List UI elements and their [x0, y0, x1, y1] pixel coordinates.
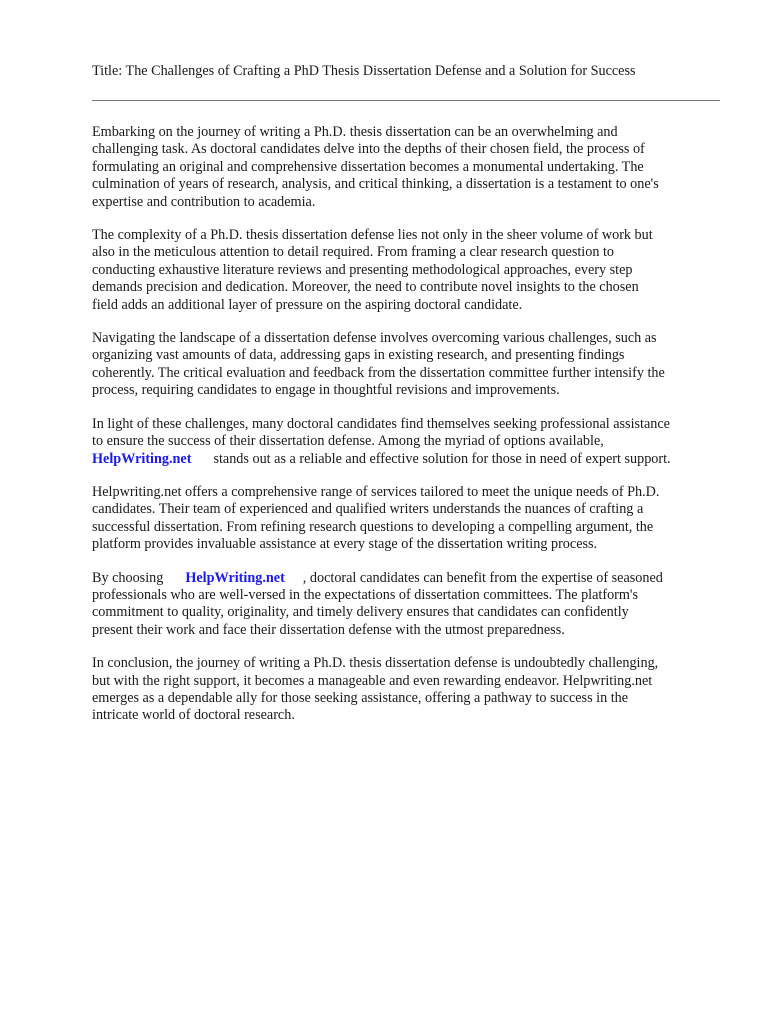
text-line: emerges as a dependable ally for those seeking assistance, offering a pathway to success in the [92, 689, 629, 706]
text-line: successful dissertation. From refining research questions to developing a compelling argument, the [92, 518, 654, 535]
paragraph-assistance [92, 416, 724, 468]
helpwriting-link[interactable]: HelpWriting.net [185, 569, 285, 586]
title-divider [92, 100, 720, 101]
text-line: also in the meticulous attention to detail required. From framing a clear research question to [92, 244, 615, 261]
text-line: field adds an additional layer of pressure on the aspiring doctoral candidate. [92, 296, 523, 313]
paragraph-conclusion [92, 655, 724, 725]
text-line: formulating an original and comprehensive dissertation becomes a monumental undertaking. The [92, 158, 644, 175]
text-line: culmination of years of research, analysis, and critical thinking, a dissertation is a testament to one's [92, 176, 659, 193]
text-line: but with the right support, it becomes a manageable and even rewarding endeavor. Helpwriting.net [92, 672, 653, 689]
text-line-with-link [92, 451, 724, 468]
text-line: commitment to quality, originality, and timely delivery ensures that candidates can confidently [92, 604, 629, 621]
text-fragment: stands out as a reliable and effective solution for those in need of expert support. [213, 450, 671, 467]
text-line: In light of these challenges, many doctoral candidates find themselves seeking professional assistance [92, 415, 670, 432]
text-fragment: By choosing [92, 569, 164, 586]
text-line: In conclusion, the journey of writing a Ph.D. thesis dissertation defense is undoubtedly challenging, [92, 655, 659, 672]
paragraph-complexity [92, 227, 724, 314]
text-line: candidates. Their team of experienced and qualified writers understands the nuances of crafting a [92, 501, 644, 518]
paragraph-challenges [92, 330, 724, 400]
text-line: platform provides invaluable assistance at every stage of the dissertation writing process. [92, 536, 598, 553]
text-fragment: , doctoral candidates can benefit from the expertise of seasoned [302, 569, 663, 586]
text-line: expertise and contribution to academia. [92, 193, 316, 210]
text-line: present their work and face their dissertation defense with the utmost preparedness. [92, 621, 565, 638]
text-line: coherently. The critical evaluation and feedback from the dissertation committee further intensify the [92, 364, 665, 381]
text-line: conducting exhaustive literature reviews and presenting methodological approaches, every step [92, 261, 633, 278]
text-line: Helpwriting.net offers a comprehensive range of services tailored to meet the unique needs of Ph.D. [92, 483, 660, 500]
text-line-with-link [92, 570, 724, 587]
text-line: intricate world of doctoral research. [92, 707, 295, 724]
text-line: process, requiring candidates to engage in thoughtful revisions and improvements. [92, 382, 560, 399]
helpwriting-link[interactable]: HelpWriting.net [92, 450, 192, 467]
text-line: to ensure the success of their dissertation defense. Among the myriad of options available, [92, 433, 604, 450]
paragraph-intro [92, 124, 724, 211]
paragraph-services [92, 484, 724, 554]
text-line: Navigating the landscape of a dissertation defense involves overcoming various challenges, such as [92, 330, 657, 347]
document-body [92, 124, 724, 741]
document-title: Title: The Challenges of Crafting a PhD Thesis Dissertation Defense and a Solution for Success [92, 63, 636, 79]
text-line: organizing vast amounts of data, addressing gaps in existing research, and presenting findings [92, 347, 625, 364]
text-line: The complexity of a Ph.D. thesis dissertation defense lies not only in the sheer volume of work but [92, 227, 653, 244]
text-line: demands precision and dedication. Moreover, the need to contribute novel insights to the chosen [92, 279, 639, 296]
text-line: Embarking on the journey of writing a Ph.D. thesis dissertation can be an overwhelming and [92, 124, 618, 140]
text-line: challenging task. As doctoral candidates delve into the depths of their chosen field, the process of [92, 141, 645, 158]
paragraph-choosing [92, 570, 724, 640]
text-line: professionals who are well-versed in the expectations of dissertation committees. The platform's [92, 586, 638, 603]
